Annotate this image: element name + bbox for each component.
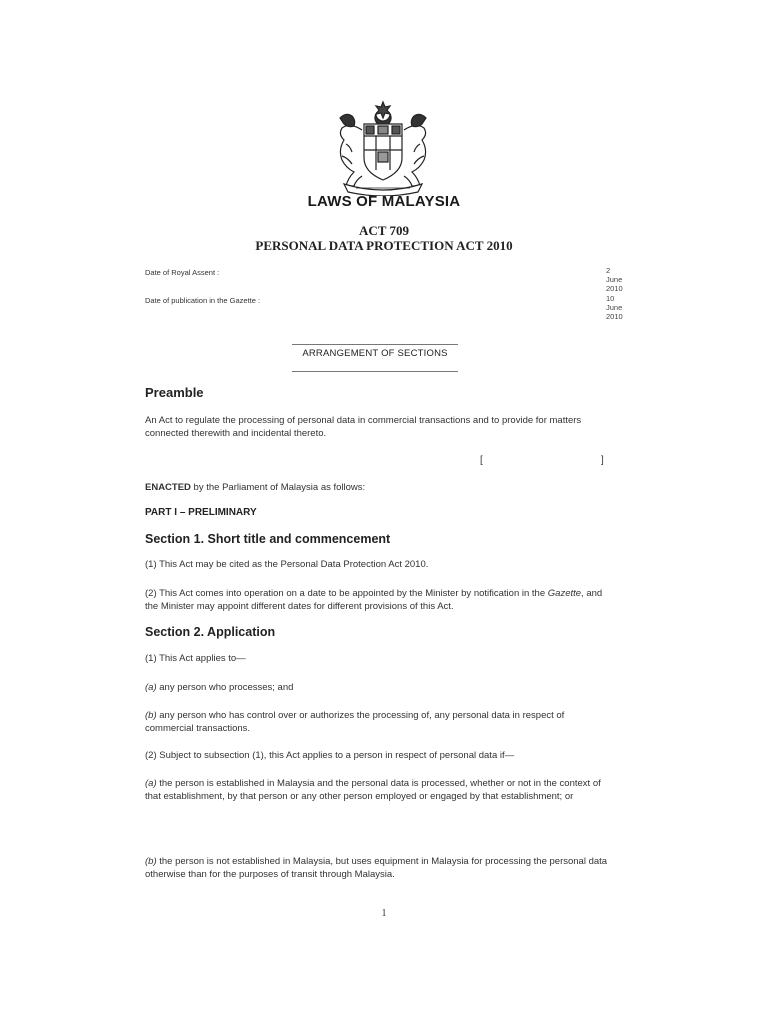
laws-title: LAWS OF MALAYSIA (307, 193, 461, 210)
coat-of-arms-emblem (326, 100, 440, 196)
gazette-publication-label: Date of publication in the Gazette : (145, 296, 261, 305)
para-2b-text: the person is not established in Malaysia, but uses equipment in Malaysia for processing the personal data otherwise than for the purposes of transit through Malaysia. (145, 856, 608, 880)
date-bracket-close: ] (601, 455, 604, 466)
preamble-heading: Preamble (145, 385, 204, 400)
royal-assent-month: June (606, 275, 623, 284)
section-2-para-1a (145, 682, 615, 695)
para-2a-text: the person is established in Malaysia and the personal data is processed, whether or not in the context of that establishment, by that person or any other person employed or engaged by that establishment; or (145, 778, 601, 802)
date-bracket-open: [ (480, 455, 483, 466)
section-2-para-2a (145, 778, 615, 803)
royal-assent-day: 2 (606, 266, 611, 275)
page-number: 1 (381, 908, 387, 919)
section-1-subsection-2-end: , and the Minister may appoint different dates for different provisions of this Act. (145, 588, 603, 612)
royal-assent-label: Date of Royal Assent : (145, 268, 220, 277)
preamble-text: An Act to regulate the processing of personal data in commercial transactions and to provide for matters connected therewith and incidental thereto. (145, 415, 582, 439)
gazette-publication-value (606, 294, 646, 321)
enacted-clause (145, 482, 615, 495)
section-1-subsection-1: (1) This Act may be cited as the Personal Data Protection Act 2010. (145, 559, 429, 570)
enacted-text: by the Parliament of Malaysia as follows: (190, 482, 366, 493)
gazette-month: June (606, 303, 623, 312)
arrangement-rule-top (292, 344, 458, 345)
section-2-para-1b (145, 710, 615, 735)
act-number: ACT 709 (359, 223, 409, 238)
para-1b-text: any person who has control over or authorizes the processing of, any personal data in respect of commercial transactions. (145, 710, 565, 734)
section-2-subsection-1: (1) This Act applies to— (145, 653, 246, 664)
section-2-subsection-2: (2) Subject to subsection (1), this Act applies to a person in respect of personal data if— (145, 750, 515, 761)
section-2-heading: Section 2. Application (145, 625, 276, 639)
enacted-keyword: ENACTED (145, 482, 191, 493)
gazette-italic: Gazette (547, 588, 582, 599)
royal-assent-year: 2010 (606, 284, 623, 293)
para-1a-text: any person who processes; and (156, 682, 294, 693)
para-1a-label: (a) (145, 682, 157, 693)
gazette-year: 2010 (606, 312, 623, 321)
act-title: PERSONAL DATA PROTECTION ACT 2010 (255, 238, 513, 253)
arrangement-rule-bottom (292, 371, 458, 372)
para-1b-label: (b) (145, 710, 157, 721)
section-1-heading: Section 1. Short title and commencement (145, 532, 391, 546)
royal-assent-value (606, 266, 646, 293)
arrangement-of-sections-heading: ARRANGEMENT OF SECTIONS (302, 348, 448, 359)
gazette-day: 10 (606, 294, 615, 303)
para-2b-label: (b) (145, 856, 157, 867)
section-2-para-2b (145, 856, 615, 881)
para-2a-label: (a) (145, 778, 157, 789)
part-heading: PART I – PRELIMINARY (145, 507, 257, 518)
section-1-subsection-2-start: (2) This Act comes into operation on a date to be appointed by the Minister by notification in the (145, 588, 548, 599)
section-1-subsection-2 (145, 588, 615, 613)
